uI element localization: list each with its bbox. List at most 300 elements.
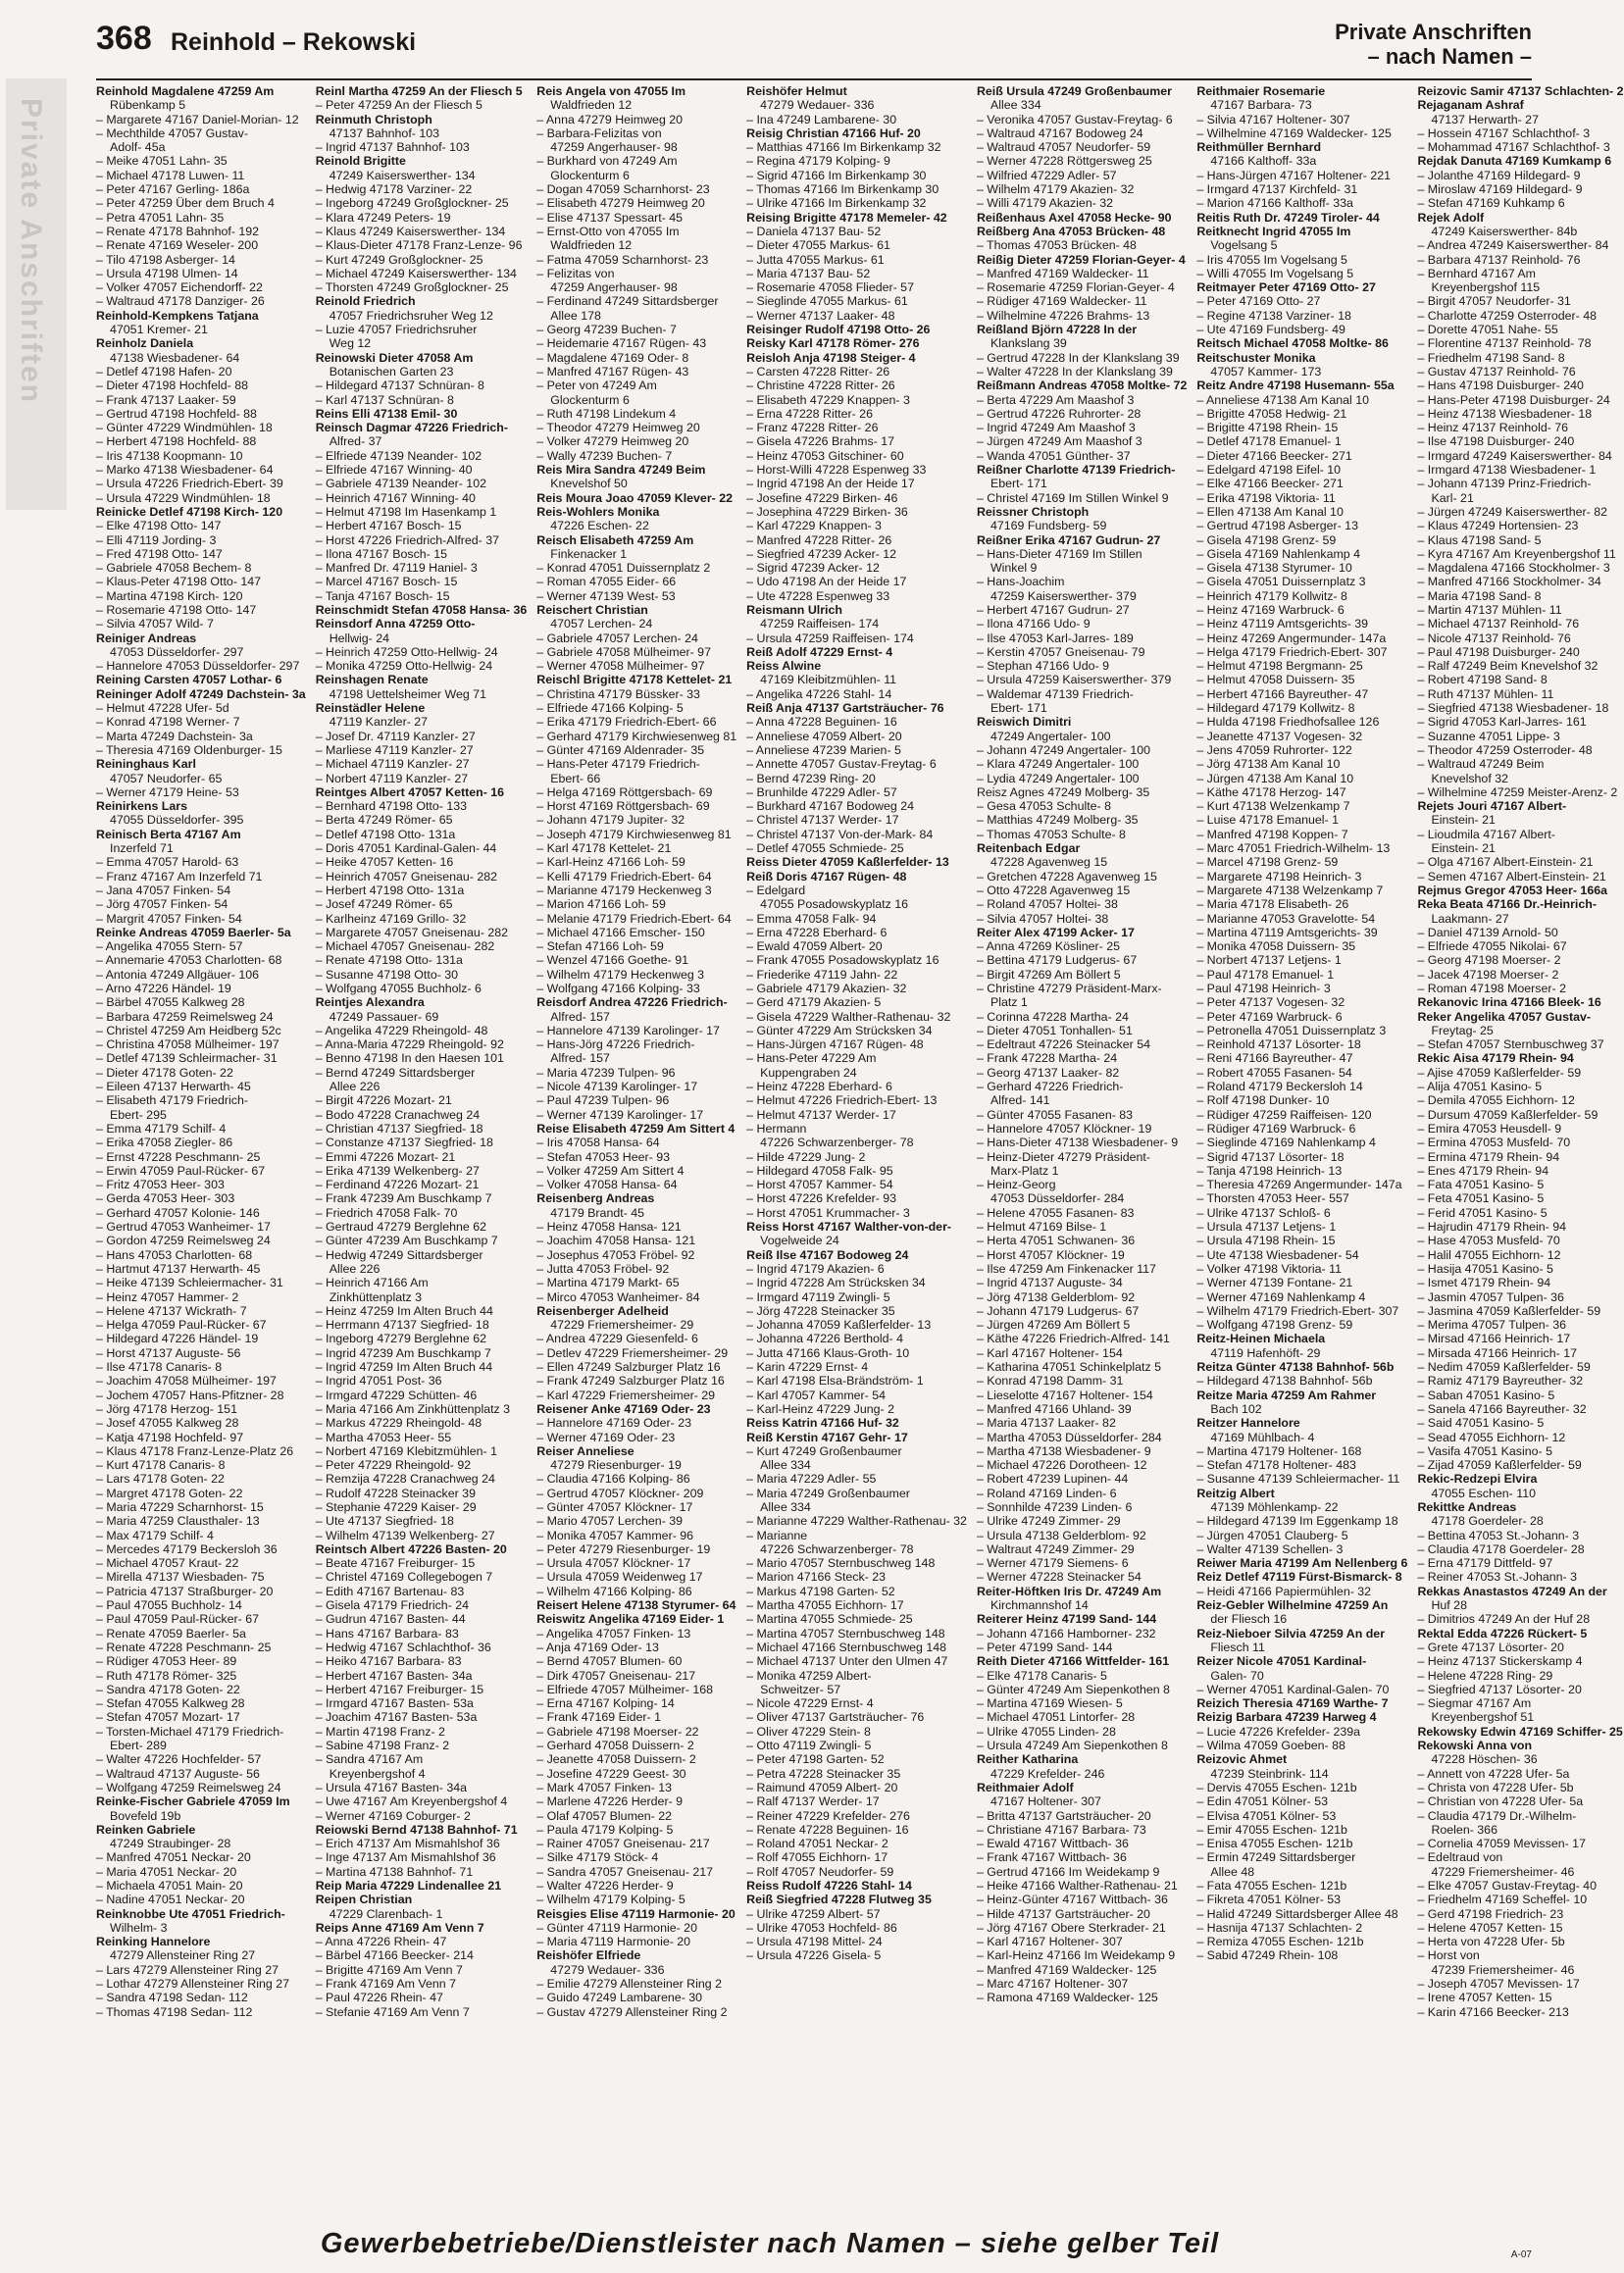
listing-entry-head: Reisgies Elise 47119 Harmonie- 20	[536, 1906, 736, 1921]
listing-entry-head: Reinke-Fischer Gabriele 47059 Im	[96, 1794, 290, 1809]
listing-entry: – Erich 47137 Am Mismahlshof 36	[315, 1837, 500, 1851]
listing-entry: – Johanna 47059 Kaßlerfelder- 13	[746, 1318, 932, 1333]
listing-entry: – Gertrud 47228 In der Klankslang 39	[976, 350, 1180, 365]
listing-entry: – Mechthilde 47057 Gustav-	[96, 126, 248, 140]
listing-entry: – Maria 47259 Clausthaler- 13	[96, 1514, 260, 1529]
listing-entry: – Sigrid 47239 Acker- 12	[746, 561, 880, 576]
listing-entry: Allee 48	[1210, 1864, 1255, 1879]
listing-entry-head: Reiß Kerstin 47167 Gehr- 17	[746, 1430, 908, 1444]
column-6	[1196, 84, 1407, 2212]
listing-entry: – Manfred Dr. 47119 Haniel- 3	[315, 561, 478, 576]
listing-entry: – Werner 47169 Oder- 23	[536, 1430, 676, 1444]
listing-entry: – Detlef 47178 Emanuel- 1	[1196, 434, 1342, 449]
listing-entry: – Ruth 47178 Römer- 325	[96, 1668, 237, 1683]
listing-entry: – Ellen 47249 Salzburger Platz 16	[536, 1360, 721, 1375]
listing-entry: – Günter 47249 Am Siepenkothen 8	[976, 1682, 1170, 1696]
listing-entry: – Peter 47167 Gerling- 186a	[96, 182, 250, 197]
listing-entry: – Edelgard	[746, 883, 806, 897]
listing-entry: – Werner 47228 Steinacker 54	[976, 1570, 1142, 1585]
listing-entry: – Waltraut 47249 Zimmer- 29	[976, 1541, 1135, 1556]
listing-entry: – Ursula 47198 Ulmen- 14	[96, 266, 238, 280]
listing-entry: – Gisela 47138 Styrumer- 10	[1196, 561, 1352, 576]
listing-entry: – Hans-Dieter 47169 Im Stillen	[976, 546, 1142, 561]
listing-entry: – Jutta 47166 Klaus-Groth- 10	[746, 1345, 910, 1360]
listing-entry: – Dursum 47059 Kaßlerfelder- 59	[1417, 1107, 1599, 1122]
listing-entry: – Helga 47169 Röttgersbach- 69	[536, 784, 713, 799]
listing-entry: – Maria 47119 Harmonie- 20	[536, 1935, 691, 1949]
listing-entry: – Roman 47198 Moerser- 2	[1417, 982, 1566, 995]
listing-entry: – Monika 47259 Albert-	[746, 1668, 872, 1683]
listing-entry: – Marko 47138 Wiesbadener- 64	[96, 463, 274, 478]
listing-entry: – Angelika 47229 Rheingold- 48	[315, 1023, 488, 1037]
listing-entry: – Frank 47239 Am Buschkamp 7	[315, 1191, 492, 1206]
listing-entry: – Margarete 47057 Gneisenau- 282	[315, 925, 509, 939]
listing-entry: Fliesch 11	[1210, 1640, 1265, 1654]
listing-entry: – Frank 47137 Laaker- 59	[96, 392, 236, 407]
listing-entry: – Helene 47055 Fasanen- 83	[976, 1205, 1135, 1220]
listing-entry: – Gerhard 47179 Kirchwiesenweg 81	[536, 729, 737, 743]
listing-entry: – Rolf 47057 Neudorfer- 59	[746, 1864, 894, 1879]
listing-entry-head: Rekittke Andreas	[1417, 1499, 1517, 1514]
listing-entry: – Hasija 47051 Kasino- 5	[1417, 1261, 1553, 1276]
listing-entry: – Ismet 47179 Rhein- 94	[1417, 1276, 1551, 1290]
listing-entry: – Ursula 47229 Windmühlen- 18	[96, 490, 271, 505]
listing-entry: – Peter 47169 Warbruck- 6	[1196, 1009, 1343, 1024]
listing-entry: – Irmgard 47249 Kaiserswerther- 84	[1417, 448, 1612, 463]
listing-entry: – Torsten-Michael 47179 Friedrich-	[96, 1724, 284, 1739]
listing-entry: Finkenacker 1	[550, 546, 628, 561]
listing-entry: Allee 226	[329, 1080, 381, 1094]
listing-entry: – Heinz 47269 Angermunder- 147a	[1196, 631, 1387, 645]
listing-entry: – Heinrich 47166 Am	[315, 1276, 429, 1290]
listing-entry: – Guido 47249 Lambarene- 30	[536, 1991, 703, 2005]
listing-entry: – Jana 47057 Finken- 54	[96, 883, 231, 897]
listing-entry: – Constanze 47137 Siegfried- 18	[315, 1136, 493, 1150]
listing-entry: – Emir 47055 Eschen- 121b	[1196, 1822, 1347, 1837]
listing-entry: – Siegfried 47138 Wiesbadener- 18	[1417, 701, 1609, 716]
listing-entry: – Elke 47166 Beecker- 271	[1196, 477, 1344, 491]
listing-entry: – Erika 47179 Friedrich-Ebert- 66	[536, 715, 717, 730]
listing-entry-head: Reißner Erika 47167 Gudrun- 27	[976, 532, 1161, 547]
listing-entry: der Fliesch 16	[1210, 1612, 1288, 1627]
listing-entry: – Paul 47198 Duisburger- 240	[1417, 644, 1580, 659]
listing-entry: – Günter 47229 Windmühlen- 18	[96, 421, 273, 435]
listing-entry: – Ulrike 47249 Zimmer- 29	[976, 1514, 1121, 1529]
listing-entry: – Hossein 47167 Schlachthof- 3	[1417, 126, 1591, 140]
listing-entry: – Gisela 47169 Nahlenkamp 4	[1196, 546, 1361, 561]
listing-entry-head: Reisch Elisabeth 47259 Am	[536, 532, 694, 547]
listing-entry-head: Reiss Dieter 47059 Kaßlerfelder- 13	[746, 855, 949, 870]
listing-entry: – Stephanie 47229 Kaiser- 29	[315, 1499, 477, 1514]
listing-entry-head: Reinholz Daniela	[96, 336, 194, 351]
listing-entry: 47119 Kanzler- 27	[329, 715, 429, 730]
listing-entry: – Eileen 47137 Herwarth- 45	[96, 1080, 251, 1094]
listing-entry: – Martina 47057 Sternbuschweg 148	[746, 1626, 945, 1641]
footer-note: Gewerbebetriebe/Dienstleister nach Namen – siehe gelber Teil	[320, 2228, 1220, 2259]
listing-entry: – Paul 47239 Tulpen- 96	[536, 1093, 670, 1108]
listing-entry: – Nicole 47229 Ernst- 4	[746, 1696, 874, 1711]
listing-entry: Kuppengraben 24	[760, 1065, 857, 1080]
listing-entry-head: Reins Elli 47138 Emil- 30	[315, 406, 458, 421]
listing-entry-head: Reizovic Ahmet	[1196, 1752, 1288, 1767]
listing-entry: – Kerstin 47057 Gneisenau- 79	[976, 644, 1145, 659]
listing-entry: – Peter 47279 Riesenburger- 19	[536, 1541, 711, 1556]
listing-entry: Allee 334	[760, 1458, 811, 1473]
listing-entry-head: Reinisch Berta 47167 Am	[96, 827, 241, 841]
listing-entry: – Wilhelmine 47169 Waldecker- 125	[1196, 126, 1392, 140]
listing-entry: 47279 Wedauer- 336	[550, 1962, 665, 1977]
listing-entry: – Bettina 47053 St.-Johann- 3	[1417, 1528, 1580, 1542]
listing-entry: – Stefan 47055 Kalkweg 28	[96, 1696, 245, 1711]
listing-entry: – Stephan 47166 Udo- 9	[976, 659, 1109, 674]
listing-entry: – Martina 47179 Markt- 65	[536, 1276, 680, 1290]
listing-entry: – Christel 47169 Im Stillen Winkel 9	[976, 490, 1169, 505]
listing-entry: – Manfred 47166 Stockholmer- 34	[1417, 575, 1601, 589]
listing-entry: – Dieter 47166 Beecker- 271	[1196, 448, 1352, 463]
listing-entry: – Herbert 47166 Bayreuther- 47	[1196, 686, 1369, 701]
listing-entry: – Ruth 47198 Lindekum 4	[536, 406, 677, 421]
listing-entry: – Cornelia 47059 Mevissen- 17	[1417, 1837, 1586, 1851]
listing-entry: – Gertrud 47053 Wanheimer- 17	[96, 1220, 271, 1235]
listing-entry: – Manfred 47167 Rügen- 43	[536, 364, 689, 379]
listing-entry: – Volker 47058 Hansa- 64	[536, 1178, 678, 1192]
listing-entry: – Edeltraud von	[1417, 1850, 1503, 1865]
listing-entry: – Georg 47239 Buchen- 7	[536, 323, 677, 337]
listing-entry: 47229 Krefelder- 246	[990, 1766, 1105, 1781]
listing-entry-head: Reintsch Albert 47226 Basten- 20	[315, 1541, 507, 1556]
listing-entry: – Oliver 47137 Gartsträucher- 76	[746, 1710, 925, 1725]
listing-entry-head: Reißig Dieter 47259 Florian-Geyer- 4	[976, 252, 1186, 267]
listing-entry: – Ilse 47259 Am Finkenacker 117	[976, 1261, 1156, 1276]
listing-entry: – Michael 47166 Emscher- 150	[536, 925, 705, 939]
listing-entry: – Hulda 47198 Friedhofsallee 126	[1196, 715, 1380, 730]
listing-entry: – Bettina 47179 Ludgerus- 67	[976, 953, 1138, 968]
listing-entry: – Elisabeth 47279 Heimweg 20	[536, 196, 705, 211]
listing-entry: – Stefan 47057 Sternbuschweg 37	[1417, 1037, 1604, 1052]
listing-entry: – Hildegard 47139 Im Eggenkamp 18	[1196, 1514, 1398, 1529]
listing-entry: – Ramiz 47179 Bayreuther- 32	[1417, 1374, 1584, 1389]
listing-entry-head: Reitze Maria 47259 Am Rahmer	[1196, 1388, 1377, 1402]
listing-entry: – Robert 47198 Sand- 8	[1417, 673, 1548, 687]
listing-entry: – Anneliese 47138 Am Kanal 10	[1196, 392, 1370, 407]
listing-entry-head: Reither Katharina	[976, 1752, 1079, 1767]
listing-entry: – Wilma 47059 Goeben- 88	[1196, 1739, 1345, 1753]
listing-entry: – Heidi 47166 Papiermühlen- 32	[1196, 1584, 1372, 1598]
listing-entry: – Heinz 47119 Amtsgerichts- 39	[1196, 617, 1369, 631]
listing-entry: – Regine 47138 Varziner- 18	[1196, 308, 1351, 323]
listing-entry: – Reinhold 47137 Lösorter- 18	[1196, 1037, 1361, 1052]
listing-entry-head: Rekic-Redzepi Elvira	[1417, 1472, 1538, 1487]
listing-entry: – Angelika 47226 Stahl- 14	[746, 686, 892, 701]
listing-entry: – Rosemarie 47259 Florian-Geyer- 4	[976, 280, 1175, 295]
listing-entry: – Jasmina 47059 Kaßlerfelder- 59	[1417, 1303, 1601, 1318]
listing-entry: – Martha 47138 Wiesbadener- 9	[976, 1443, 1151, 1458]
listing-entry: – Peter 47137 Vogesen- 32	[1196, 995, 1345, 1010]
listing-entry: – Carsten 47228 Ritter- 26	[746, 364, 890, 379]
listing-entry: – Sigrid 47166 Im Birkenkamp 30	[746, 168, 927, 182]
listing-entry: – Doris 47051 Kardinal-Galen- 44	[315, 841, 497, 856]
listing-entry: – Elfriede 47167 Winning- 40	[315, 463, 473, 478]
listing-entry: – Horst-Willi 47228 Espenweg 33	[746, 463, 927, 478]
listing-entry: – Michael 47178 Luwen- 11	[96, 168, 245, 182]
listing-entry: – Christina 47179 Büssker- 33	[536, 686, 700, 701]
listing-entry: – Hase 47053 Musfeld- 70	[1417, 1234, 1560, 1248]
listing-entry: – Ferid 47051 Kasino- 5	[1417, 1205, 1548, 1220]
listing-entry-head: Reinking Hannelore	[96, 1935, 211, 1949]
listing-entry: Vogelweide 24	[760, 1234, 839, 1248]
listing-entry: – Hans 47053 Charlotten- 68	[96, 1247, 253, 1262]
listing-entry: – Ursula 47057 Klöckner- 17	[536, 1556, 691, 1571]
listing-entry: – Berta 47249 Römer- 65	[315, 813, 453, 828]
listing-entry: – Oliver 47229 Stein- 8	[746, 1724, 871, 1739]
listing-entry: – Peter 47198 Garten- 52	[746, 1752, 885, 1767]
listing-entry: Laakmann- 27	[1431, 911, 1509, 926]
listing-entry: – Tanja 47198 Heinrich- 13	[1196, 1163, 1343, 1178]
listing-entry: – Raimund 47059 Albert- 20	[746, 1780, 898, 1794]
listing-entry-head: Reiser Anneliese	[536, 1443, 634, 1458]
listing-entry-head: Reisinger Rudolf 47198 Otto- 26	[746, 323, 931, 337]
listing-entry-head: Reiswich Dimitri	[976, 715, 1072, 730]
listing-entry-head: Reise Elisabeth 47259 Am Sittert 4	[536, 1121, 736, 1136]
listing-entry: – Rainer 47057 Gneisenau- 217	[536, 1837, 710, 1851]
listing-entry: – Josef Dr. 47119 Kanzler- 27	[315, 729, 476, 743]
listing-entry: – Werner 47139 Karolinger- 17	[536, 1107, 704, 1122]
listing-entry: – Irmgard 47119 Zwingli- 5	[746, 1289, 890, 1304]
listing-entry: – Frank 47169 Eider- 1	[536, 1710, 661, 1725]
listing-entry: – Hannelore 47169 Oder- 23	[536, 1416, 692, 1431]
listing-entry: – Klaus 47249 Hortensien- 23	[1417, 519, 1579, 533]
listing-entry: – Elisabeth 47179 Friedrich-	[96, 1093, 248, 1108]
listing-entry: – Elisabeth 47229 Knappen- 3	[746, 392, 910, 407]
listing-entry-head: Reiß Adolf 47229 Ernst- 4	[746, 644, 893, 659]
listing-entry-head: Reinshagen Renate	[315, 673, 429, 687]
listing-entry: – Gisela 47179 Friedrich- 24	[315, 1598, 470, 1613]
listing-entry: – Nadine 47051 Neckar- 20	[96, 1893, 245, 1907]
listing-entry: – Remzija 47228 Cranachweg 24	[315, 1472, 495, 1487]
listing-entry: 47137 Herwarth- 27	[1431, 112, 1539, 126]
listing-entry: Knevelshof 50	[550, 477, 628, 491]
listing-entry: – Günter 47229 Am Strücksken 34	[746, 1023, 933, 1037]
listing-entry: – Birgit 47226 Mozart- 21	[315, 1093, 452, 1108]
listing-entry-head: Reitis Ruth Dr. 47249 Tiroler- 44	[1196, 210, 1380, 225]
listing-entry: – Willi 47179 Akazien- 32	[976, 196, 1114, 211]
listing-entry-head: Rekanovic Irina 47166 Bleek- 16	[1417, 995, 1601, 1010]
listing-entry: – Helene 47057 Ketten- 15	[1417, 1920, 1563, 1935]
listing-entry: – Herrmann 47137 Siegfried- 18	[315, 1318, 489, 1333]
listing-entry: 47119 Hafenhöft- 29	[1210, 1345, 1321, 1360]
listing-entry: – Ulrike 47055 Linden- 28	[976, 1724, 1116, 1739]
listing-entry: – Heike 47166 Walther-Rathenau- 21	[976, 1879, 1178, 1893]
listing-entry: – Wally 47239 Buchen- 7	[536, 448, 673, 463]
listing-entry: – Sandra 47167 Am	[315, 1752, 424, 1767]
listing-entry: – Bernd 47239 Ring- 20	[746, 771, 876, 785]
listing-entry-head: Reinsch Dagmar 47226 Friedrich-	[315, 421, 508, 435]
listing-entry: Vogelsang 5	[1210, 238, 1278, 253]
listing-entry-head: Reiz-Gebler Wilhelmine 47259 An	[1196, 1598, 1389, 1613]
listing-entry: – Erwin 47059 Paul-Rücker- 67	[96, 1163, 266, 1178]
listing-entry: – Klaus 47249 Kaiserswerther- 134	[315, 224, 506, 238]
listing-entry: – Hannelore 47053 Düsseldorfer- 297	[96, 659, 300, 674]
listing-entry: – Halid 47249 Sittardsberger Allee 48	[1196, 1906, 1398, 1921]
column-4	[746, 84, 967, 2212]
listing-entry: – Saban 47051 Kasino- 5	[1417, 1388, 1555, 1402]
listing-entry: – Renate 47059 Baerler- 5a	[96, 1626, 246, 1641]
listing-entry: – Klaus 47178 Franz-Lenze-Platz 26	[96, 1443, 294, 1458]
listing-entry: – Regina 47179 Kolping- 9	[746, 154, 890, 169]
listing-entry: – Ilse 47178 Canaris- 8	[96, 1360, 223, 1375]
listing-entry: – Otto 47119 Zwingli- 5	[746, 1739, 872, 1753]
listing-entry: Marx-Platz 1	[990, 1163, 1059, 1178]
listing-entry: – Heinz 47138 Wiesbadener- 18	[1417, 406, 1593, 421]
listing-entry: – Hans-Peter 47198 Duisburger- 24	[1417, 392, 1610, 407]
listing-entry: – Corinna 47228 Martha- 24	[976, 1009, 1129, 1024]
listing-entry: – Maria 47137 Bau- 52	[746, 266, 871, 280]
listing-entry: – Johann 47139 Prinz-Friedrich-	[1417, 477, 1592, 491]
listing-entry-head: Reitzer Hannelore	[1196, 1416, 1300, 1431]
listing-entry: – Helene 47228 Ring- 29	[1417, 1668, 1553, 1683]
listing-entry: – Werner 47139 Fontane- 21	[1196, 1276, 1353, 1290]
listing-entry: – Fritz 47053 Heer- 303	[96, 1178, 225, 1192]
listing-entry: – Paul 47198 Heinrich- 3	[1196, 982, 1331, 995]
listing-entry: – Heike 47057 Ketten- 16	[315, 855, 454, 870]
listing-entry: – Daniela 47137 Bau- 52	[746, 224, 882, 238]
listing-entry: – Elke 47198 Otto- 147	[96, 519, 222, 533]
page-number: 368	[96, 20, 152, 57]
listing-entry: – Helmut 47198 Im Hasenkamp 1	[315, 504, 497, 519]
listing-entry: – Maria 47198 Sand- 8	[1417, 588, 1542, 603]
listing-entry: – Siegfried 47137 Lösorter- 20	[1417, 1682, 1582, 1696]
listing-entry: – Wilhelm 47179 Heckenweg 3	[536, 967, 705, 982]
listing-entry: – Stefan 47053 Heer- 93	[536, 1149, 670, 1164]
listing-entry: – Annemarie 47053 Charlotten- 68	[96, 953, 282, 968]
listing-entry: – Jörg 47138 Gelderblom- 92	[976, 1289, 1136, 1304]
listing-entry: – Sanela 47166 Bayreuther- 32	[1417, 1401, 1587, 1416]
listing-entry: – Marion 47166 Steck- 23	[746, 1570, 887, 1585]
listing-entry: – Hildegard 47137 Schnüran- 8	[315, 379, 484, 393]
listing-entry: – Mercedes 47179 Beckersloh 36	[96, 1541, 278, 1556]
listing-entry: – Heike 47139 Schleiermacher- 31	[96, 1276, 283, 1290]
listing-entry: – Britta 47137 Gartsträucher- 20	[976, 1808, 1151, 1823]
listing-entry: – Volker 47279 Heimweg 20	[536, 434, 689, 449]
listing-entry: Einstein- 21	[1431, 841, 1496, 856]
listing-entry: – Michaela 47051 Main- 20	[96, 1879, 243, 1893]
listing-entry: – Andrea 47229 Giesenfeld- 6	[536, 1332, 698, 1346]
listing-entry: – Heinrich 47167 Winning- 40	[315, 490, 476, 505]
listing-entry: – Lydia 47249 Angertaler- 100	[976, 771, 1140, 785]
listing-entry: – Josefine 47229 Geest- 30	[536, 1766, 686, 1781]
listing-entry: – Elfriede 47139 Neander- 102	[315, 448, 482, 463]
listing-entry: – Ursula 47259 Kaiserswerther- 379	[976, 673, 1172, 687]
listing-entry: – Stefan 47178 Holtener- 483	[1196, 1458, 1356, 1473]
listing-entry: – Hajrudin 47179 Rhein- 94	[1417, 1220, 1566, 1235]
listing-entry-head: Rekowsky Edwin 47169 Schiffer- 25	[1417, 1724, 1623, 1739]
listing-entry: – Frank 47228 Martha- 24	[976, 1051, 1118, 1066]
listing-entry: – Elise 47137 Spessart- 45	[536, 210, 684, 225]
listing-entry-head: Reiter-Höftken Iris Dr. 47249 Am	[976, 1584, 1162, 1598]
listing-entry: – Christian von 47228 Ufer- 5a	[1417, 1794, 1584, 1809]
listing-entry: – Kelli 47179 Friedrich-Ebert- 64	[536, 869, 712, 884]
listing-entry: – Renate 47228 Beguinen- 16	[746, 1822, 909, 1837]
listing-entry: Kreyenbergshof 4	[329, 1766, 426, 1781]
listing-entry: – Margarete 47167 Daniel-Morian- 12	[96, 112, 299, 126]
listing-entry: – Johann 47166 Hamborner- 232	[976, 1626, 1156, 1641]
listing-entry: – Kurt 47138 Welzenkamp 7	[1196, 799, 1350, 814]
listing-entry-head: Reising Brigitte 47178 Memeler- 42	[746, 210, 947, 225]
listing-entry-head: Reinowski Dieter 47058 Am	[315, 350, 474, 365]
listing-entry: – Hedwig 47249 Sittardsberger	[315, 1247, 483, 1262]
listing-entry: – Jörg 47138 Am Kanal 10	[1196, 757, 1341, 772]
listing-entry: – Gretchen 47228 Agavenweg 15	[976, 869, 1157, 884]
listing-entry: – Matthias 47249 Molberg- 35	[976, 813, 1139, 828]
listing-entry: – Uwe 47167 Am Kreyenbergshof 4	[315, 1794, 508, 1809]
listing-entry: Ebert- 171	[990, 701, 1047, 716]
listing-entry: Kreyenbergshof 51	[1431, 1710, 1535, 1725]
listing-entry: – Marianne 47229 Walther-Rathenau- 32	[746, 1514, 967, 1529]
listing-entry: – Michael 47119 Kanzler- 27	[315, 757, 470, 772]
listing-entry: – Petronella 47051 Duissernplatz 3	[1196, 1023, 1387, 1037]
listing-entry: – Mark 47057 Finken- 13	[536, 1780, 673, 1794]
listing-entry: – Hans-Jörg 47226 Friedrich-	[536, 1037, 695, 1052]
listing-entry-head: Reiz Detlef 47119 Fürst-Bismarck- 8	[1196, 1570, 1402, 1585]
listing-entry: – Käthe 47178 Herzog- 147	[1196, 784, 1346, 799]
listing-entry: – Klaus 47198 Sand- 5	[1417, 532, 1542, 547]
listing-entry: – Georg 47137 Laaker- 82	[976, 1065, 1120, 1080]
listing-entry-head: Rejmus Gregor 47053 Heer- 166a	[1417, 883, 1607, 897]
listing-entry: – Margarete 47198 Heinrich- 3	[1196, 869, 1362, 884]
listing-entry: – Gerda 47053 Heer- 303	[96, 1191, 235, 1206]
listing-entry: – Ralf 47137 Werder- 17	[746, 1794, 880, 1809]
listing-entry-head: Reka Beata 47166 Dr.-Heinrich-	[1417, 897, 1597, 912]
listing-entry: – Theodor 47259 Osterroder- 48	[1417, 742, 1593, 757]
listing-entry: – Horst von	[1417, 1948, 1480, 1963]
listing-entry-head: Reker Angelika 47057 Gustav-	[1417, 1009, 1591, 1024]
listing-entry-head: Rejek Adolf	[1417, 210, 1485, 225]
listing-entry-head: Reißner Charlotte 47139 Friedrich-	[976, 463, 1176, 478]
listing-entry: – Gordon 47259 Reimelsweg 24	[96, 1234, 271, 1248]
listing-entry: – Waldemar 47139 Friedrich-	[976, 686, 1134, 701]
listing-entry: – Robert 47239 Lupinen- 44	[976, 1472, 1129, 1487]
listing-entry: – Brigitte 47198 Rhein- 15	[1196, 421, 1339, 435]
listing-entry: – Helmut 47058 Duissern- 35	[1196, 673, 1355, 687]
listing-entry: – Bernd 47249 Sittardsberger	[315, 1065, 476, 1080]
column-5	[977, 84, 1187, 2212]
listing-entry: 47169 Mühlbach- 4	[1210, 1430, 1315, 1444]
listing-entry: 47249 Angertaler- 100	[990, 729, 1111, 743]
name-range: Reinhold – Rekowski	[171, 28, 417, 56]
listing-entry: – Alija 47051 Kasino- 5	[1417, 1080, 1543, 1094]
listing-entry: – Luise 47178 Emanuel- 1	[1196, 813, 1340, 828]
listing-entry: – Erna 47179 Dittfeld- 97	[1417, 1556, 1553, 1571]
listing-entry-head: Rejets Jouri 47167 Albert-	[1417, 799, 1567, 814]
listing-entry: – Herta von 47228 Ufer- 5b	[1417, 1935, 1565, 1949]
listing-entry: – Frank 47167 Wittbach- 36	[976, 1850, 1127, 1865]
listing-entry-head: Reishöfer Helmut	[746, 84, 847, 98]
listing-entry: – Jörg 47167 Obere Sterkrader- 21	[976, 1920, 1166, 1935]
listing-entry: – Ingrid 47137 Bahnhof- 103	[315, 140, 470, 155]
listing-entry: – Paula 47179 Kolping- 5	[536, 1822, 674, 1837]
listing-entry: – Thomas 47166 Im Birkenkamp 30	[746, 182, 939, 197]
listing-entry: – Claudia 47178 Goerdeler- 28	[1417, 1541, 1585, 1556]
listing-entry: – Ingeborg 47249 Großglockner- 25	[315, 196, 509, 211]
listing-entry-head: Reipen Christian	[315, 1893, 413, 1907]
listing-entry: – Kurt 47178 Canaris- 8	[96, 1458, 226, 1473]
listing-entry: – Dimitrios 47249 An der Huf 28	[1417, 1612, 1591, 1627]
listing-entry: – Emma 47057 Harold- 63	[96, 855, 239, 870]
listing-entry: – Jörg 47228 Steinacker 35	[746, 1303, 895, 1318]
listing-entry-head: Reitzig Albert	[1196, 1486, 1275, 1500]
listing-entry-head: Reinold Brigitte	[315, 154, 406, 169]
listing-entry: – Herbert 47198 Otto- 131a	[315, 883, 465, 897]
